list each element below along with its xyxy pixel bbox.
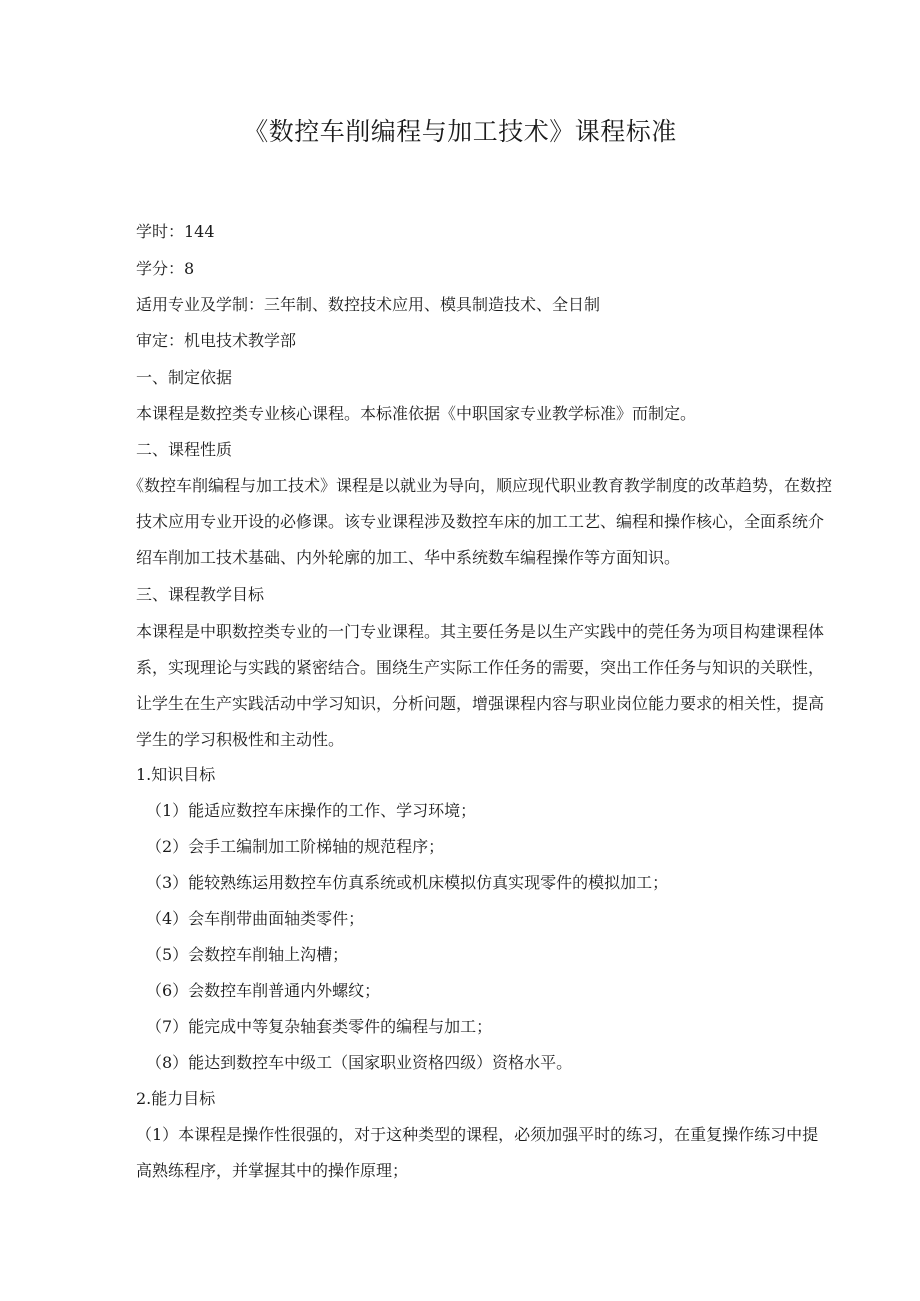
knowledge-item: （2）会手工编制加工阶梯轴的规范程序； [146,837,445,856]
meta-credits: 学分：8 [136,259,195,278]
section-body-nature: 《数控车削编程与加工技术》课程是以就业为导向，顺应现代职业教育教学制度的改革趋势，在数控技术应用专业开设的必修课。该专业课程涉及数控车床的加工工艺、编程和操作核心，全面系统介绍车削加工技术基础、内外轮廓的加工、华中系统数车编程操作等方面知识。 [128,476,833,567]
knowledge-item: （3）能较熟练运用数控车仿真系统或机床模拟仿真实现零件的模拟加工； [146,873,669,892]
meta-approval: 审定：机电技术教学部 [136,331,297,350]
section-heading-nature: 二、课程性质 [136,440,233,459]
knowledge-item: （8）能达到数控车中级工（国家职业资格四级）资格水平。 [146,1053,573,1072]
meta-majors: 适用专业及学制：三年制、数控技术应用、模具制造技术、全日制 [136,295,601,314]
section-body-goals: 本课程是中职数控类专业的一门专业课程。其主要任务是以生产实践中的莞任务为项目构建课程体系，实现理论与实践的紧密结合。围绕生产实际工作任务的需要，突出工作任务与知识的关联性，让学生在生产实践活动中学习知识，分析问题，增强课程内容与职业岗位能力要求的相关性，提高学生的学习积极性和主动性。 [136,622,825,749]
knowledge-item: （6）会数控车削普通内外螺纹； [146,981,381,1000]
section-heading-goals: 三、课程教学目标 [136,585,265,604]
meta-hours: 学时：144 [136,222,215,241]
knowledge-item: （1）能适应数控车床操作的工作、学习环境； [146,801,477,820]
knowledge-goals-heading: 1.知识目标 [136,765,216,784]
section-heading-basis: 一、制定依据 [136,368,233,387]
section-body-basis: 本课程是数控类专业核心课程。本标准依据《中职国家专业教学标准》而制定。 [136,404,697,423]
ability-item: （1）本课程是操作性很强的，对于这种类型的课程，必须加强平时的练习，在重复操作练习中提高熟练程序，并掌握其中的操作原理； [136,1125,819,1180]
knowledge-item: （7）能完成中等复杂轴套类零件的编程与加工； [146,1017,493,1036]
knowledge-item: （4）会车削带曲面轴类零件； [146,909,365,928]
ability-goals-heading: 2.能力目标 [136,1089,216,1108]
knowledge-item: （5）会数控车削轴上沟槽； [146,945,349,964]
document-title: 《数控车削编程与加工技术》课程标准 [243,117,677,146]
